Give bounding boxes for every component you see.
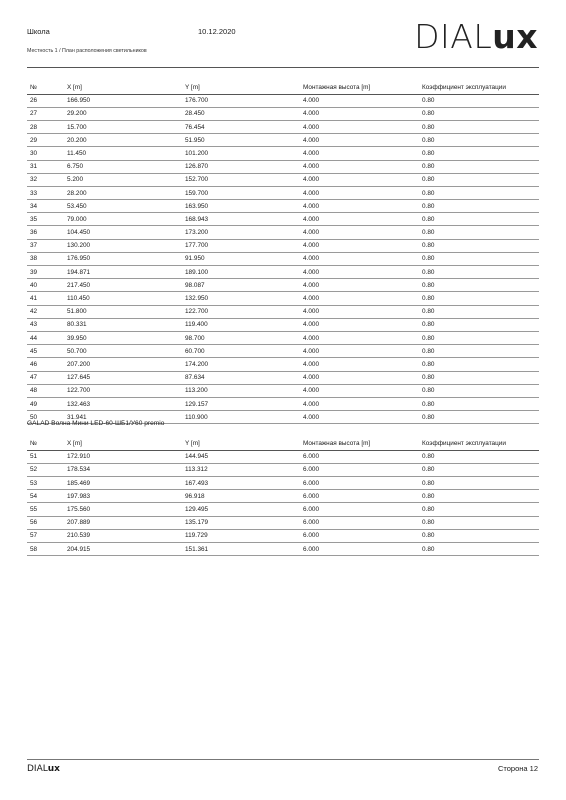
table-row (27, 213, 539, 226)
table-cell: 6.000 (300, 503, 419, 516)
table-cell: 42 (27, 305, 64, 318)
table-row (27, 147, 539, 160)
col-maintenance-factor: Коэффициент эксплуатации (419, 81, 539, 94)
table-cell: 87.634 (182, 371, 300, 384)
table-row (27, 186, 539, 199)
table-cell: 0.80 (419, 266, 539, 279)
table-row (27, 463, 539, 476)
table-cell: 4.000 (300, 358, 419, 371)
table-row (27, 120, 539, 133)
table-cell: 4.000 (300, 120, 419, 133)
table-cell: 210.539 (64, 529, 182, 542)
table-cell: 33 (27, 186, 64, 199)
table-cell: 4.000 (300, 200, 419, 213)
table-cell: 36 (27, 226, 64, 239)
table-row (27, 331, 539, 344)
table-cell: 172.910 (64, 450, 182, 463)
table-cell: 110.450 (64, 292, 182, 305)
col-number: № (27, 437, 64, 450)
table-cell: 6.000 (300, 529, 419, 542)
table-row (27, 252, 539, 265)
table-row (27, 503, 539, 516)
table-cell: 176.700 (182, 94, 300, 107)
table-cell: 0.80 (419, 147, 539, 160)
table-cell: 96.918 (182, 490, 300, 503)
table-cell: 50 (27, 411, 64, 424)
table-cell: 6.000 (300, 463, 419, 476)
table-row (27, 160, 539, 173)
table-cell: 55 (27, 503, 64, 516)
table-cell: 0.80 (419, 384, 539, 397)
table-cell: 167.493 (182, 476, 300, 489)
table-cell: 39.950 (64, 331, 182, 344)
table-row (27, 358, 539, 371)
table-cell: 46 (27, 358, 64, 371)
table-cell: 4.000 (300, 331, 419, 344)
table-cell: 30 (27, 147, 64, 160)
table-cell: 6.000 (300, 476, 419, 489)
table-cell: 0.80 (419, 345, 539, 358)
table-cell: 29.200 (64, 107, 182, 120)
table-cell: 40 (27, 279, 64, 292)
table-cell: 4.000 (300, 186, 419, 199)
table-cell: 6.750 (64, 160, 182, 173)
table-cell: 176.950 (64, 252, 182, 265)
table-cell: 54 (27, 490, 64, 503)
table-cell: 119.400 (182, 318, 300, 331)
table-row (27, 490, 539, 503)
table-cell: 0.80 (419, 200, 539, 213)
table-cell: 98.087 (182, 279, 300, 292)
table-cell: 5.200 (64, 173, 182, 186)
header-divider (27, 67, 539, 68)
table-header-row (27, 437, 539, 450)
table-cell: 113.200 (182, 384, 300, 397)
table-cell: 28 (27, 120, 64, 133)
table-row (27, 107, 539, 120)
table-cell: 0.80 (419, 94, 539, 107)
table-cell: 35 (27, 213, 64, 226)
table-cell: 31.941 (64, 411, 182, 424)
table-cell: 0.80 (419, 516, 539, 529)
table-cell: 0.80 (419, 213, 539, 226)
table-cell: 52 (27, 463, 64, 476)
table-cell: 175.560 (64, 503, 182, 516)
table-cell: 56 (27, 516, 64, 529)
table-cell: 204.915 (64, 542, 182, 555)
table-cell: 135.179 (182, 516, 300, 529)
table-cell: 53.450 (64, 200, 182, 213)
table-cell: 4.000 (300, 134, 419, 147)
luminaire-table-1 (27, 81, 539, 424)
table-cell: 0.80 (419, 226, 539, 239)
table-cell: 27 (27, 107, 64, 120)
table-row (27, 371, 539, 384)
table-cell: 47 (27, 371, 64, 384)
dialux-logo (414, 17, 538, 56)
table-cell: 122.700 (64, 384, 182, 397)
table-cell: 132.950 (182, 292, 300, 305)
col-y: Y [m] (182, 437, 300, 450)
table-cell: 0.80 (419, 542, 539, 555)
table-cell: 28.450 (182, 107, 300, 120)
table-cell: 0.80 (419, 239, 539, 252)
table-cell: 0.80 (419, 331, 539, 344)
table-cell: 185.469 (64, 476, 182, 489)
table-cell: 4.000 (300, 160, 419, 173)
table-cell: 101.200 (182, 147, 300, 160)
table-cell: 41 (27, 292, 64, 305)
table-cell: 132.463 (64, 397, 182, 410)
table-cell: 130.200 (64, 239, 182, 252)
footer-logo-main: DIAL (27, 764, 48, 774)
table-cell: 0.80 (419, 292, 539, 305)
table-cell: 0.80 (419, 120, 539, 133)
table-cell: 4.000 (300, 173, 419, 186)
header-project: Школа (27, 27, 50, 36)
logo-main: DIAL (414, 17, 493, 56)
table-row (27, 292, 539, 305)
table-row (27, 384, 539, 397)
table-cell: 151.361 (182, 542, 300, 555)
table-cell: 178.534 (64, 463, 182, 476)
footer-divider (27, 759, 539, 760)
table-row (27, 305, 539, 318)
table-cell: 129.495 (182, 503, 300, 516)
table-cell: 51.950 (182, 134, 300, 147)
table-cell: 76.454 (182, 120, 300, 133)
table-cell: 174.200 (182, 358, 300, 371)
table-cell: 0.80 (419, 107, 539, 120)
table-row (27, 450, 539, 463)
table-cell: 113.312 (182, 463, 300, 476)
col-mounting-height: Монтажная высота [m] (300, 81, 419, 94)
table-cell: 26 (27, 94, 64, 107)
col-y: Y [m] (182, 81, 300, 94)
table-cell: 4.000 (300, 239, 419, 252)
table-cell: 4.000 (300, 213, 419, 226)
table-row (27, 318, 539, 331)
table-cell: 4.000 (300, 107, 419, 120)
table-cell: 58 (27, 542, 64, 555)
table-row (27, 173, 539, 186)
table-cell: 49 (27, 397, 64, 410)
table-cell: 4.000 (300, 305, 419, 318)
table-cell: 4.000 (300, 384, 419, 397)
table-cell: 91.950 (182, 252, 300, 265)
table-row (27, 134, 539, 147)
table-cell: 4.000 (300, 147, 419, 160)
table-row (27, 529, 539, 542)
table-row (27, 397, 539, 410)
luminaire-table-2 (27, 437, 539, 556)
table-cell: 194.871 (64, 266, 182, 279)
table-cell: 0.80 (419, 529, 539, 542)
table-cell: 104.450 (64, 226, 182, 239)
table-row (27, 345, 539, 358)
table-cell: 0.80 (419, 279, 539, 292)
table-cell: 15.700 (64, 120, 182, 133)
col-maintenance-factor: Коэффициент эксплуатации (419, 437, 539, 450)
table-cell: 39 (27, 266, 64, 279)
table-cell: 0.80 (419, 463, 539, 476)
header-subtitle: Местность 1 / План расположения светильников (27, 48, 147, 54)
col-number: № (27, 81, 64, 94)
table-row (27, 542, 539, 555)
table-cell: 4.000 (300, 292, 419, 305)
table-cell: 48 (27, 384, 64, 397)
table-row (27, 476, 539, 489)
table-cell: 51 (27, 450, 64, 463)
table-cell: 4.000 (300, 371, 419, 384)
table-cell: 38 (27, 252, 64, 265)
table-cell: 44 (27, 331, 64, 344)
table-cell: 129.157 (182, 397, 300, 410)
table-cell: 0.80 (419, 371, 539, 384)
table-cell: 57 (27, 529, 64, 542)
table-cell: 177.700 (182, 239, 300, 252)
table-cell: 29 (27, 134, 64, 147)
table-cell: 0.80 (419, 450, 539, 463)
table-cell: 119.729 (182, 529, 300, 542)
logo-suffix: ux (492, 17, 538, 56)
page-number: Сторона 12 (497, 764, 538, 773)
footer-logo (27, 764, 60, 774)
table-cell: 60.700 (182, 345, 300, 358)
table-cell: 11.450 (64, 147, 182, 160)
table-cell: 0.80 (419, 252, 539, 265)
table-cell: 0.80 (419, 411, 539, 424)
table-cell: 0.80 (419, 160, 539, 173)
table-cell: 207.889 (64, 516, 182, 529)
table-row (27, 279, 539, 292)
header-date: 10.12.2020 (198, 27, 236, 36)
table-cell: 189.100 (182, 266, 300, 279)
table-cell: 43 (27, 318, 64, 331)
table-row (27, 200, 539, 213)
table-cell: 166.950 (64, 94, 182, 107)
table-cell: 0.80 (419, 305, 539, 318)
table-cell: 34 (27, 200, 64, 213)
table-cell: 20.200 (64, 134, 182, 147)
table-cell: 79.000 (64, 213, 182, 226)
table-cell: 37 (27, 239, 64, 252)
table-cell: 0.80 (419, 186, 539, 199)
table-cell: 4.000 (300, 226, 419, 239)
table-cell: 159.700 (182, 186, 300, 199)
table-cell: 0.80 (419, 358, 539, 371)
table-cell: 0.80 (419, 503, 539, 516)
table-cell: 51.800 (64, 305, 182, 318)
table-cell: 110.900 (182, 411, 300, 424)
section-title: GALAD Волна Мини LED-60-ШБ1/У60 premio (27, 420, 165, 427)
table-cell: 163.950 (182, 200, 300, 213)
col-mounting-height: Монтажная высота [m] (300, 437, 419, 450)
table-cell: 0.80 (419, 476, 539, 489)
table-cell: 45 (27, 345, 64, 358)
table-cell: 207.200 (64, 358, 182, 371)
table-cell: 4.000 (300, 266, 419, 279)
table-cell: 168.943 (182, 213, 300, 226)
table-cell: 173.200 (182, 226, 300, 239)
table-row (27, 239, 539, 252)
col-x: X [m] (64, 81, 182, 94)
table-cell: 80.331 (64, 318, 182, 331)
table-cell: 152.700 (182, 173, 300, 186)
table-cell: 50.700 (64, 345, 182, 358)
table-cell: 4.000 (300, 318, 419, 331)
table-cell: 0.80 (419, 318, 539, 331)
table-cell: 0.80 (419, 490, 539, 503)
table-cell: 0.80 (419, 173, 539, 186)
table-cell: 31 (27, 160, 64, 173)
table-cell: 4.000 (300, 397, 419, 410)
table-cell: 53 (27, 476, 64, 489)
table-cell: 4.000 (300, 94, 419, 107)
table-cell: 6.000 (300, 516, 419, 529)
table-cell: 6.000 (300, 450, 419, 463)
table-cell: 0.80 (419, 397, 539, 410)
table-cell: 4.000 (300, 252, 419, 265)
table-row (27, 516, 539, 529)
table-cell: 197.983 (64, 490, 182, 503)
table-cell: 32 (27, 173, 64, 186)
table-cell: 98.700 (182, 331, 300, 344)
table-cell: 4.000 (300, 345, 419, 358)
table-cell: 144.945 (182, 450, 300, 463)
table-row (27, 226, 539, 239)
table-cell: 4.000 (300, 279, 419, 292)
table-cell: 4.000 (300, 411, 419, 424)
table-cell: 122.700 (182, 305, 300, 318)
table-cell: 28.200 (64, 186, 182, 199)
table-cell: 0.80 (419, 134, 539, 147)
table-cell: 126.870 (182, 160, 300, 173)
table-row (27, 266, 539, 279)
table-cell: 6.000 (300, 490, 419, 503)
table-row (27, 94, 539, 107)
table-cell: 6.000 (300, 542, 419, 555)
footer-logo-suffix: ux (47, 764, 60, 774)
table-cell: 217.450 (64, 279, 182, 292)
table-header-row (27, 81, 539, 94)
table-cell: 127.645 (64, 371, 182, 384)
col-x: X [m] (64, 437, 182, 450)
